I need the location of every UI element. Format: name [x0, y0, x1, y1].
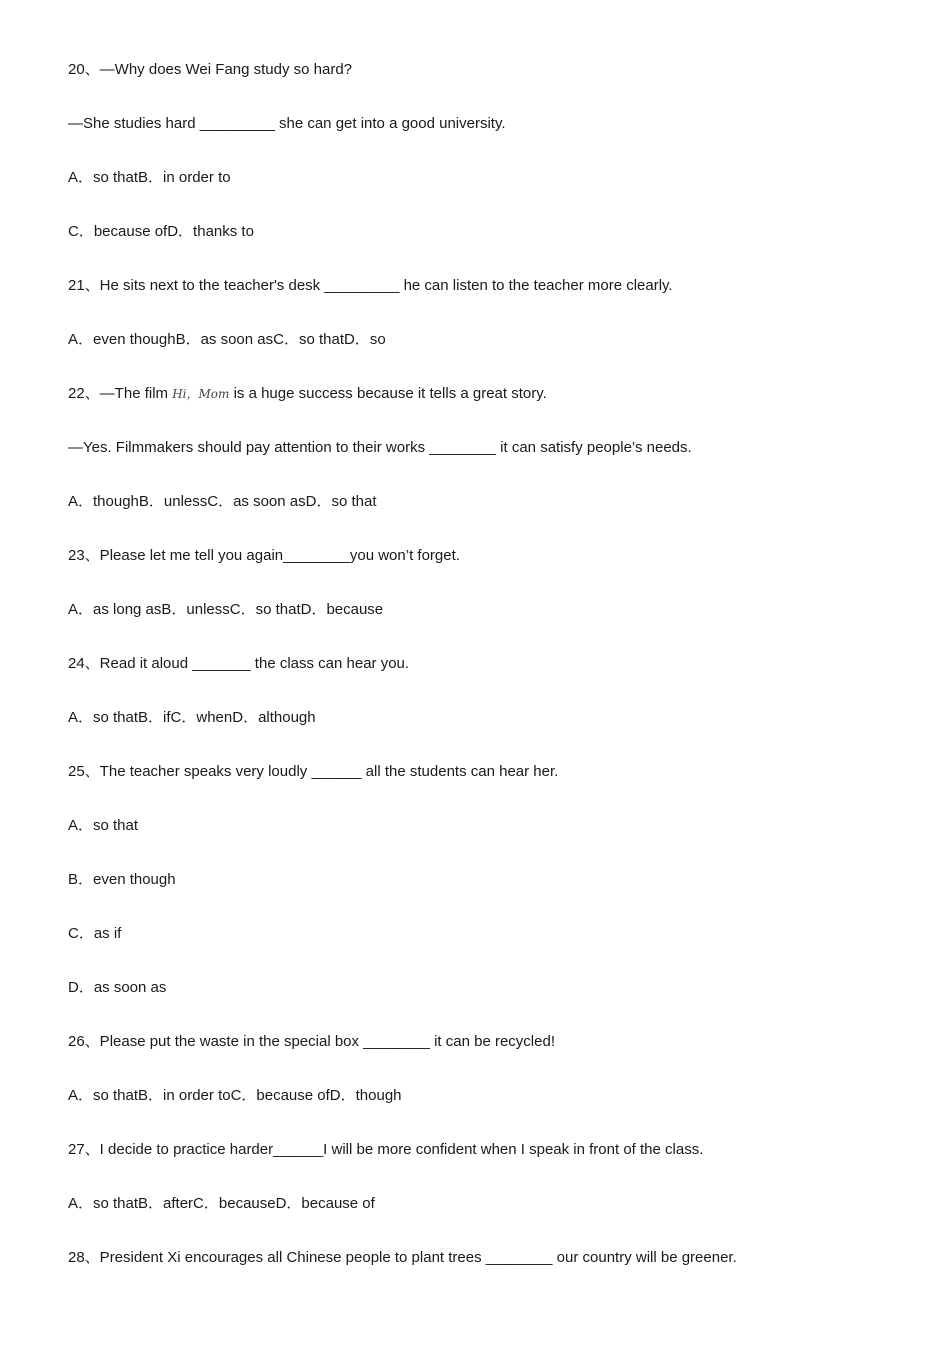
q23-options: A．as long asB．unlessC．so thatD．because	[68, 601, 384, 618]
q23-question: 23、Please let me tell you again________you won’t forget.	[68, 547, 460, 564]
q27-options: A．so thatB．afterC．becauseD．because of	[68, 1195, 375, 1212]
q20-options-cd: C．because ofD．thanks to	[68, 223, 254, 240]
q25-option-c: C．as if	[68, 925, 122, 942]
q27-question: 27、I decide to practice harder______I will be more confident when I speak in front of the class.	[68, 1141, 704, 1158]
q22-options: A．thoughB．unlessC．as soon asD．so that	[68, 493, 377, 510]
q21-question: 21、He sits next to the teacher's desk _________ he can listen to the teacher more clearly.	[68, 277, 673, 294]
q20-question: 20、—Why does Wei Fang study so hard?	[68, 61, 353, 78]
q22-question-suffix: is a huge success because it tells a great story.	[229, 385, 547, 402]
q22-film-title: Hi，Mom	[172, 387, 230, 401]
q26-question: 26、Please put the waste in the special box ________ it can be recycled!	[68, 1033, 555, 1050]
q25-question: 25、The teacher speaks very loudly ______ all the students can hear her.	[68, 763, 559, 780]
q20-answer-line: —She studies hard _________ she can get into a good university.	[68, 115, 506, 132]
q21-options: A．even thoughB．as soon asC．so thatD．so	[68, 331, 386, 348]
q25-option-a: A．so that	[68, 817, 139, 834]
q25-option-d: D．as soon as	[68, 979, 167, 996]
q22-question	[68, 384, 547, 404]
q28-question: 28、President Xi encourages all Chinese people to plant trees ________ our country will be greener.	[68, 1249, 737, 1266]
q22-answer-line: —Yes. Filmmakers should pay attention to their works ________ it can satisfy people’s needs.	[68, 439, 692, 456]
q20-options-ab: A．so thatB．in order to	[68, 169, 231, 186]
q24-question: 24、Read it aloud _______ the class can hear you.	[68, 655, 410, 672]
q25-option-b: B．even though	[68, 871, 176, 888]
q26-options: A．so thatB．in order toC．because ofD．though	[68, 1087, 402, 1104]
q22-question-prefix: 22、—The film	[68, 385, 173, 402]
q24-options: A．so thatB．ifC．whenD．although	[68, 709, 316, 726]
